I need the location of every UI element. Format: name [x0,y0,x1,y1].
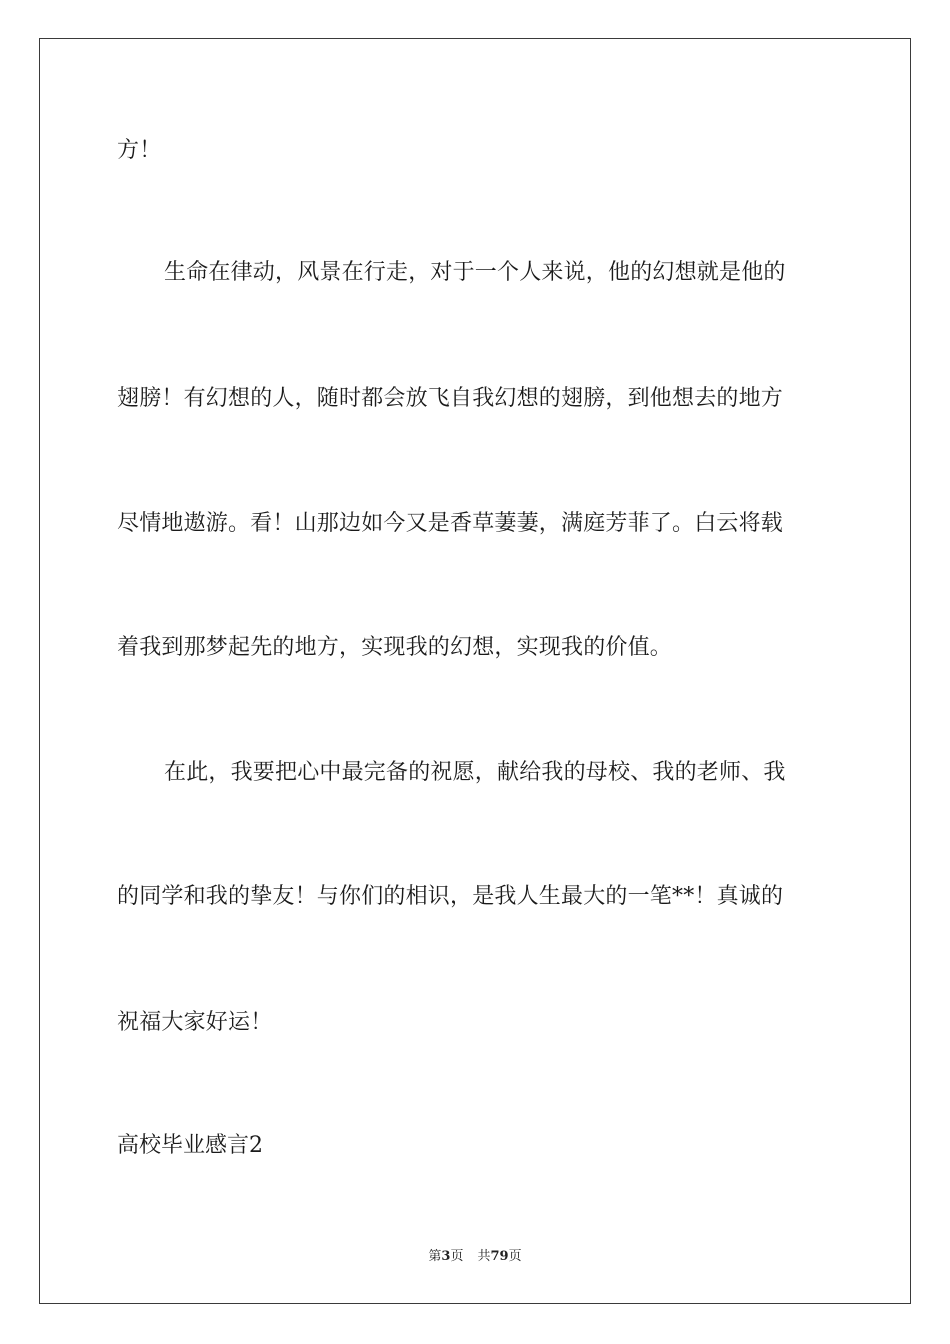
paragraph-first-line: 在此，我要把心中最完备的祝愿，献给我的母校、我的老师、我 [164,760,786,785]
section-heading: 高校毕业感言2 [117,1133,263,1158]
body-text-line: 着我到那梦起先的地方，实现我的幻想，实现我的价值。 [117,635,673,660]
total-suffix: 页 [508,1249,522,1264]
page-border [39,38,911,1304]
total-pages: 79 [490,1249,509,1264]
page-suffix: 页 [450,1249,464,1264]
total-prefix: 共 [477,1249,491,1264]
body-text-line: 祝福大家好运！ [117,1010,273,1035]
paragraph-first-line: 生命在律动，风景在行走，对于一个人来说，他的幻想就是他的 [164,260,786,285]
body-text-line: 尽情地遨游。看！山那边如今又是香草萋萋，满庭芳菲了。白云将载 [117,511,784,536]
body-text-line: 方！ [117,138,162,163]
page-number: 3 [441,1249,451,1264]
page-footer [0,1248,950,1266]
body-text-line: 的同学和我的挚友！与你们的相识，是我人生最大的一笔**！真诚的 [117,884,784,909]
body-text-line: 翅膀！有幻想的人，随时都会放飞自我幻想的翅膀，到他想去的地方 [117,386,784,411]
page-prefix: 第 [428,1249,442,1264]
